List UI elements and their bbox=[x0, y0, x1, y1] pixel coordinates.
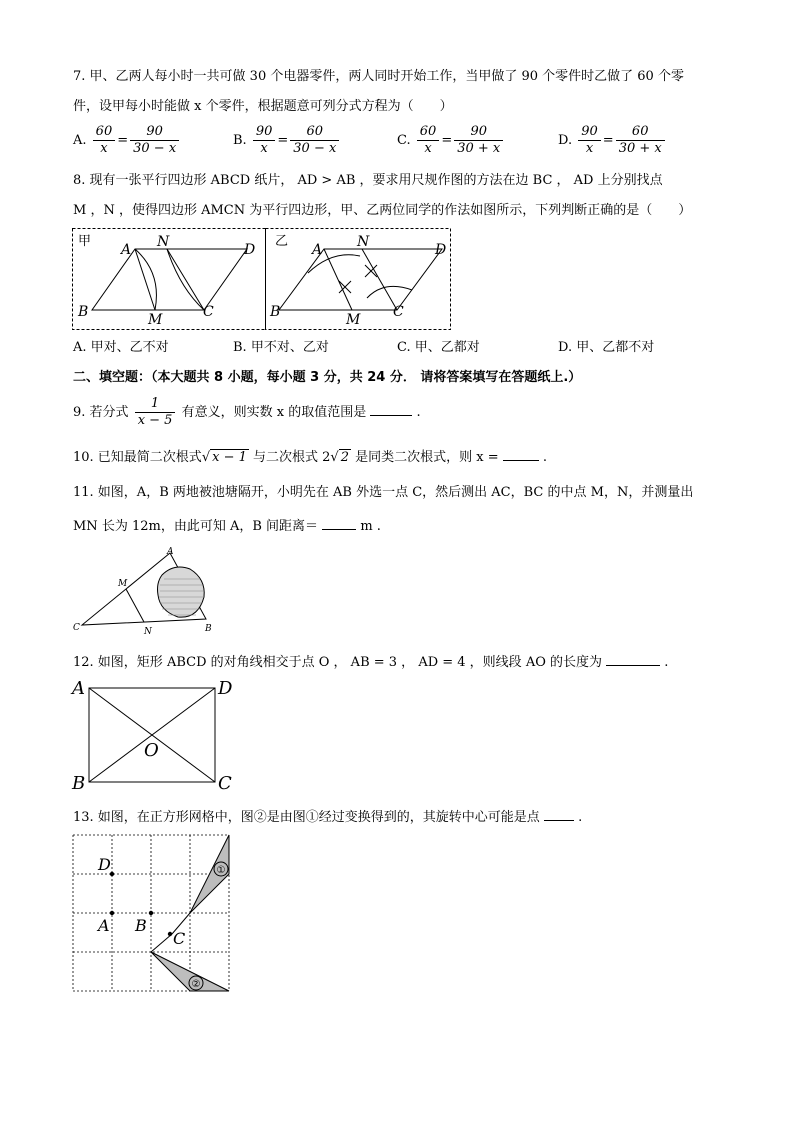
q11-line1: 11. 如图，A，B 两地被池塘隔开，小明先在 AB 外选一点 C，然后测出 AC，BC 的中点 M，N，并测量出 bbox=[73, 485, 694, 500]
section2-title: 二、填空题：（本大题共 8 小题，每小题 3 分，共 24 分． 请将答案填写在答题纸上.） bbox=[73, 370, 582, 385]
q8-option-c[interactable]: C. 甲、乙都对 bbox=[397, 340, 480, 355]
fig-yi-nc bbox=[362, 249, 397, 310]
fig-yi-parallelogram bbox=[279, 249, 442, 310]
fig-yi-am bbox=[324, 249, 352, 310]
q12: 12. 如图，矩形 ABCD 的对角线相交于点 O ， AB = 3 ， AD = 4 ，则线段 AO 的长度为 . bbox=[73, 651, 668, 672]
svg-text:C: C bbox=[393, 304, 404, 320]
svg-text:B: B bbox=[135, 916, 147, 935]
svg-text:D: D bbox=[218, 678, 233, 699]
q7-option-b[interactable]: B. $\frac{90}{x}$ = $\frac{60}{30 - x}$ bbox=[233, 124, 341, 157]
q11-answer-blank[interactable] bbox=[322, 515, 356, 530]
q7-option-a[interactable]: A. $\frac{60}{x}$ = $\frac{90}{30 - x}$ bbox=[73, 124, 181, 157]
q7-option-d[interactable]: D. $\frac{90}{x}$ = $\frac{60}{30 + x}$ bbox=[558, 124, 667, 157]
q9: 9. 若分式 $\frac{1}{x - 5}$ 有意义，则实数 x 的取值范围是 . bbox=[73, 396, 421, 428]
q8-line1: 8. 现有一张平行四边形 ABCD 纸片， AD > AB ，要求用尺规作图的方法在边 BC ， AD 上分别找点 bbox=[73, 173, 663, 188]
svg-text:B: B bbox=[205, 624, 212, 634]
q13-figure bbox=[72, 834, 234, 992]
svg-text:D: D bbox=[244, 242, 256, 258]
q11-pond bbox=[158, 567, 205, 617]
q10-answer-blank[interactable] bbox=[503, 446, 539, 461]
q13-shape-2 bbox=[151, 952, 229, 991]
q7-option-c[interactable]: C. $\frac{60}{x}$ = $\frac{90}{30 + x}$ bbox=[397, 124, 505, 157]
svg-text:C: C bbox=[203, 304, 214, 320]
svg-text:A: A bbox=[98, 916, 110, 935]
q8-option-a[interactable]: A. 甲对、乙不对 bbox=[73, 340, 169, 355]
svg-text:M: M bbox=[148, 312, 163, 328]
q10: 10. 已知最简二次根式√ x − 1 与二次根式 2√ 2 是同类二次根式，则 x = . bbox=[73, 446, 547, 467]
q7-line1: 7. 甲、乙两人每小时一共可做 30 个电器零件，两人同时开始工作，当甲做了 90 个零件时乙做了 60 个零 bbox=[73, 69, 684, 84]
svg-text:N: N bbox=[144, 627, 152, 637]
q11-mn bbox=[126, 589, 144, 622]
svg-text:A: A bbox=[121, 242, 132, 258]
q13: 13. 如图，在正方形网格中，图②是由图①经过变换得到的，其旋转中心可能是点 . bbox=[73, 806, 582, 827]
q11-line2: MN 长为 12m，由此可知 A，B 间距离＝ m . bbox=[73, 515, 381, 536]
q8-line2: M ，N ，使得四边形 AMCN 为平行四边形，甲、乙两位同学的作法如图所示，下列判断正确的是（ ） bbox=[73, 203, 692, 218]
svg-text:O: O bbox=[144, 740, 159, 761]
svg-text:M: M bbox=[118, 579, 128, 589]
q7-line2: 件，设甲每小时能做 x 个零件，根据题意可列分式方程为（ ） bbox=[73, 99, 453, 114]
svg-text:M: M bbox=[346, 312, 361, 328]
fig-jia-am bbox=[135, 249, 155, 310]
svg-text:D: D bbox=[98, 855, 111, 874]
svg-text:N: N bbox=[357, 234, 370, 250]
q11-figure bbox=[70, 545, 220, 637]
svg-text:C: C bbox=[173, 929, 186, 948]
fig-jia-title: 甲 bbox=[78, 234, 92, 249]
q13-answer-blank[interactable] bbox=[544, 806, 574, 821]
q8-option-d[interactable]: D. 甲、乙都不对 bbox=[558, 340, 655, 355]
svg-text:N: N bbox=[157, 234, 170, 250]
svg-text:A: A bbox=[72, 678, 85, 699]
q8-figures bbox=[72, 228, 452, 330]
svg-text:A: A bbox=[167, 547, 174, 557]
svg-text:B: B bbox=[72, 773, 86, 794]
fig-jia-parallelogram bbox=[92, 249, 247, 310]
svg-text:B: B bbox=[270, 304, 281, 320]
svg-text:C: C bbox=[73, 623, 80, 633]
fig-yi-title: 乙 bbox=[275, 234, 289, 249]
q9-answer-blank[interactable] bbox=[370, 401, 412, 416]
q8-option-b[interactable]: B. 甲不对、乙对 bbox=[233, 340, 329, 355]
svg-text:②: ② bbox=[191, 979, 201, 990]
q12-answer-blank[interactable] bbox=[606, 651, 660, 666]
svg-text:①: ① bbox=[216, 865, 226, 876]
svg-text:A: A bbox=[312, 242, 323, 258]
svg-text:D: D bbox=[435, 242, 447, 258]
svg-text:C: C bbox=[218, 773, 232, 794]
q12-figure bbox=[70, 676, 240, 796]
fig-jia-nc bbox=[167, 249, 204, 310]
svg-text:B: B bbox=[78, 304, 89, 320]
